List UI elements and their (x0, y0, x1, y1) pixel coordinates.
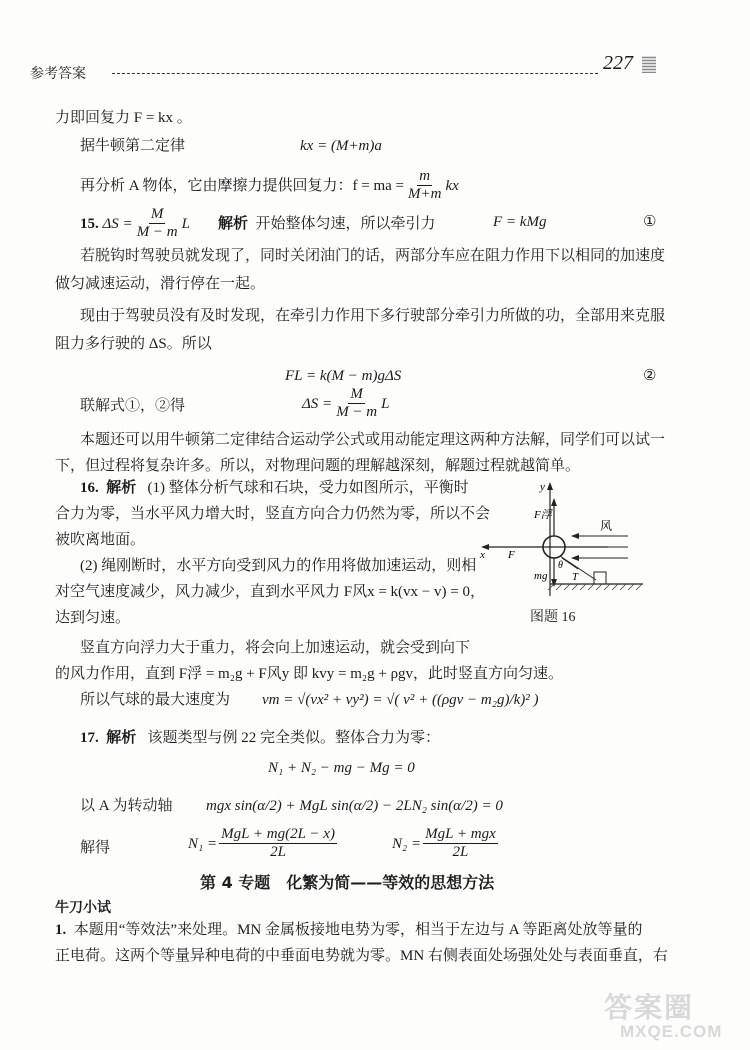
q17-n1-fraction (219, 826, 337, 861)
q15-jiexi: 解析 (217, 215, 248, 232)
q17-line1 (80, 728, 440, 748)
q17-n1 (188, 826, 339, 861)
q1-line2: 正电荷。这两个等量异种电荷的中垂面电势就为零。MN 右侧表面处场强处处与表面垂直，右 (55, 948, 668, 964)
analysis-a-text: 再分析 A 物体，它由摩擦力提供回复力：f = ma = (80, 177, 404, 194)
p2-line1: 现由于驾驶员没有及时发现，在牵引力作用下多行驶部分牵引力所做的功，全部用来克服 (80, 308, 666, 324)
q17-n1-den: 2L (270, 844, 286, 860)
fig-label-ffu: F浮 (534, 509, 552, 521)
header-rule (112, 73, 598, 74)
q16-line6: 达到匀速。 (55, 610, 131, 626)
q16-line1 (80, 478, 469, 498)
q1-text-a: 本题用“等效法”来处理。MN 金属板接地电势为零，相当于左边与 A 等距离处放等量的 (73, 922, 643, 938)
p1-line2: 做匀减速运动，滑行停在一起。 (55, 276, 266, 292)
fig-label-T: T (572, 571, 579, 583)
fig-label-y: y (540, 481, 545, 493)
q17-jiexi: 解析 (106, 730, 137, 746)
p1-line1: 若脱钩时驾驶员就发现了，同时关闭油门的话，两部分车应在阻力作用下以相同的加速度 (80, 248, 666, 264)
q15-fraction-den: M − m (136, 224, 178, 240)
q15-number: 15. (80, 215, 99, 232)
fig-label-theta: θ (558, 560, 563, 571)
q16-line8: 的风力作用，直到 F浮 = m₂g + F风y 即 kvy = m₂g + ρgv，此时竖直方向匀速。 (55, 666, 564, 682)
q16-line4: (2) 绳刚断时，水平方向受到风力的作用将做加速运动，则相 (80, 558, 477, 574)
combine-fraction (334, 386, 379, 421)
q17-n1-pre: N₁ = (188, 835, 218, 852)
q15-text: 开始整体匀速，所以牵引力 (255, 215, 436, 232)
p3-line1: 本题还可以用牛顿第二定律结合运动学公式或用动能定理这两种方法解，同学们可以试一 (80, 432, 666, 448)
q15-marker-1: ① (643, 214, 657, 230)
q16-line5: 对空气速度减少，风力减少，直到水平风力 F风x = k(vx − v) = 0， (55, 584, 485, 600)
q17-eq1: N₁ + N₂ − mg − Mg = 0 (268, 760, 415, 776)
q15-answer-pre: ΔS = (102, 215, 133, 232)
q17-n2-den: 2L (452, 844, 469, 860)
combine-eq (302, 386, 389, 421)
q16-jiexi: 解析 (106, 480, 137, 496)
fraction-m-over-mplusm (406, 168, 443, 203)
q17-number: 17. (80, 730, 99, 746)
q17-n2 (392, 826, 500, 861)
figure-16-diagram (478, 478, 658, 628)
page-corner-mark (642, 56, 656, 73)
running-header-label: 参考答案 (30, 65, 86, 81)
fraction-denominator: M+m (408, 186, 442, 202)
q16-max-speed-label: 所以气球的最大速度为 (80, 692, 231, 708)
page-number: 227 (603, 52, 633, 74)
combine-label: 联解式①，②得 (80, 398, 186, 414)
p3-line2: 下，但过程将复杂许多。所以，对物理问题的理解越深刻，解题过程就越简单。 (55, 458, 581, 474)
q17-n1-num: MgL + mg(2L − x) (221, 826, 335, 842)
line-analysis-a (80, 168, 459, 203)
watermark-logo-text: 答案圈 (604, 992, 695, 1023)
combine-eq-pre: ΔS = (302, 395, 333, 412)
combine-eq-post: L (381, 395, 390, 412)
q17-solve-label: 解得 (80, 840, 111, 856)
q15-eq: F = kMg (493, 214, 547, 230)
eq2: FL = k(M − m)gΔS (285, 368, 402, 384)
p2-line2: 阻力多行驶的 ΔS。所以 (55, 336, 212, 352)
q17-eq2: mgx sin(α/2) + MgL sin(α/2) − 2LN₂ sin(α/2) = 0 (206, 798, 503, 814)
q17-n2-pre: N₂ = (392, 835, 422, 852)
q16-line3: 被吹离地面。 (55, 532, 146, 548)
q15-fraction-num: M (150, 206, 164, 222)
fraction-numerator: m (419, 168, 431, 184)
eq-newton: kx = (M+m)a (300, 138, 382, 154)
q17-n2-fraction (423, 826, 498, 861)
eq2-marker: ② (643, 368, 657, 384)
fig-label-F: F (508, 549, 515, 561)
q15-answer-post: L (181, 215, 190, 232)
q16-number: 16. (80, 480, 99, 496)
q17-axis-label: 以 A 为转动轴 (80, 798, 173, 814)
q1-line1 (55, 920, 643, 940)
q1-number: 1. (55, 922, 67, 938)
combine-fraction-den: M − m (336, 404, 378, 420)
fig-label-mg: mg (534, 570, 548, 582)
label-newton: 据牛顿第二定律 (80, 138, 186, 154)
fig-label-wind: 风 (600, 519, 613, 533)
line-restoring-force: 力即回复力 F = kx 。 (55, 110, 192, 126)
analysis-a-tail: kx (445, 177, 459, 194)
q17-n2-num: MgL + mgx (425, 826, 496, 842)
section-heading: 牛刀小试 (55, 900, 111, 916)
fig-label-x: x (480, 549, 485, 561)
chapter-title: 第 4 专题 化繁为简——等效的思想方法 (200, 873, 495, 892)
figure-16 (478, 478, 658, 628)
q16-line7: 竖直方向浮力大于重力，将会向上加速运动，就会受到向下 (80, 640, 471, 656)
q16-line2: 合力为零，当水平风力增大时，竖直方向合力仍然为零，所以不会 (55, 506, 491, 522)
q15-header (80, 206, 436, 241)
figure-16-caption: 图题 16 (530, 610, 576, 625)
q16-max-speed-eq: vm = √(vx² + vy²) = √( v² + ((ρgv − m₂g)/k)² ) (262, 692, 539, 708)
watermark-url: MXQE.COM (620, 1022, 723, 1041)
q17-text: 该题类型与例 22 完全类似。整体合力为零： (147, 730, 441, 746)
combine-fraction-num: M (350, 386, 363, 402)
q15-fraction (135, 206, 180, 241)
q16-text-a: (1) 整体分析气球和石块，受力如图所示，平衡时 (147, 480, 469, 496)
